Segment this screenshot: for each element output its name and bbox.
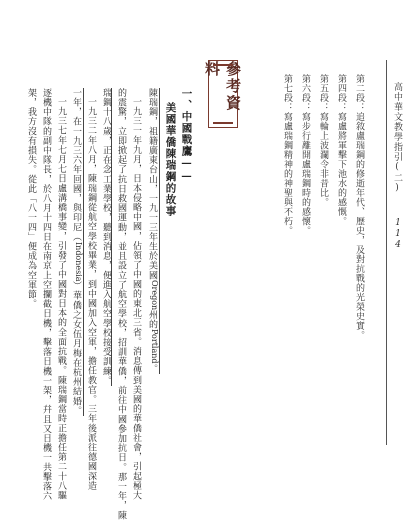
running-head: 高中華文教學指引(二) — [392, 82, 402, 194]
paragraph-line: 陳瑞鋼，祖籍廣東台山，一九一三年生於美國Oregon州的Portland。 — [147, 88, 159, 374]
outline-item: 第六段：寫步行離開盧瑞鋼時的感懷。 — [300, 74, 310, 236]
paragraph-line: 一九三七年七月七日盧溝橋事變，引發了中國對日本的全面抗戰。陳瑞鋼當時正擔任第二十八驅 — [56, 97, 66, 501]
references-heading: 參考資料 — [203, 61, 242, 112]
outline-item: 第七段：寫盧瑞鋼精神的神聖與不朽。 — [282, 74, 292, 236]
latin-text: Indonesia — [74, 241, 83, 282]
latin-text: Oregon — [150, 280, 159, 311]
article-title: 一、中國戰鷹—— — [180, 88, 193, 183]
paragraph-line: 逐機中隊的副中隊長，於八月十四日在南京上空攔截日機，擊落日機一架，幷且又日機一共擊落六 — [41, 88, 51, 501]
references-heading-box — [203, 60, 242, 128]
paragraph-line: 瑞鋼十八歲，正在念工業學校，聽到消息，便進入航空學校接受訓練。 — [101, 88, 111, 386]
outline-item: 第五段：寫輪上波瀾令非昔比。 — [318, 74, 328, 207]
outline-item: 第四段：寫盧將軍擊下池水的感慨。 — [336, 74, 346, 226]
paragraph-line: 一九三一年九月，日本侵略中國，佔領了中國的東北三省。消息傳到美國的華僑社會，引起極大 — [131, 97, 141, 501]
paragraph-line: 一年，在一九三六年回國，與印尼（Indonesia）華僑之女伍月梅在杭州結婚。 — [71, 88, 83, 416]
paragraph-line: 的震驚，立即掀起了抗日救國運動，並且設立了航空學校，招訓華僑，前往中國參加抗日。那一年，陳 — [116, 88, 126, 520]
latin-text: Portland — [150, 329, 159, 364]
outline-item: 第二段：追敘盧瑞鋼的修逝年代、歷史，及對抗戰的光榮史實。 — [354, 74, 364, 340]
paragraph-line: 架，我方沒有損失。從此「八一四」便成為空軍節。 — [26, 88, 36, 309]
article-subtitle: 美國華僑陳瑞鋼的故事 — [164, 102, 177, 217]
paragraph-line: 一九三二年八月，陳瑞鋼從航空學校畢業，到中國加入空軍，擔任教官。三年後派往德國深造 — [86, 97, 96, 491]
margin-rule — [386, 60, 387, 445]
page-number: 114 — [393, 218, 403, 251]
